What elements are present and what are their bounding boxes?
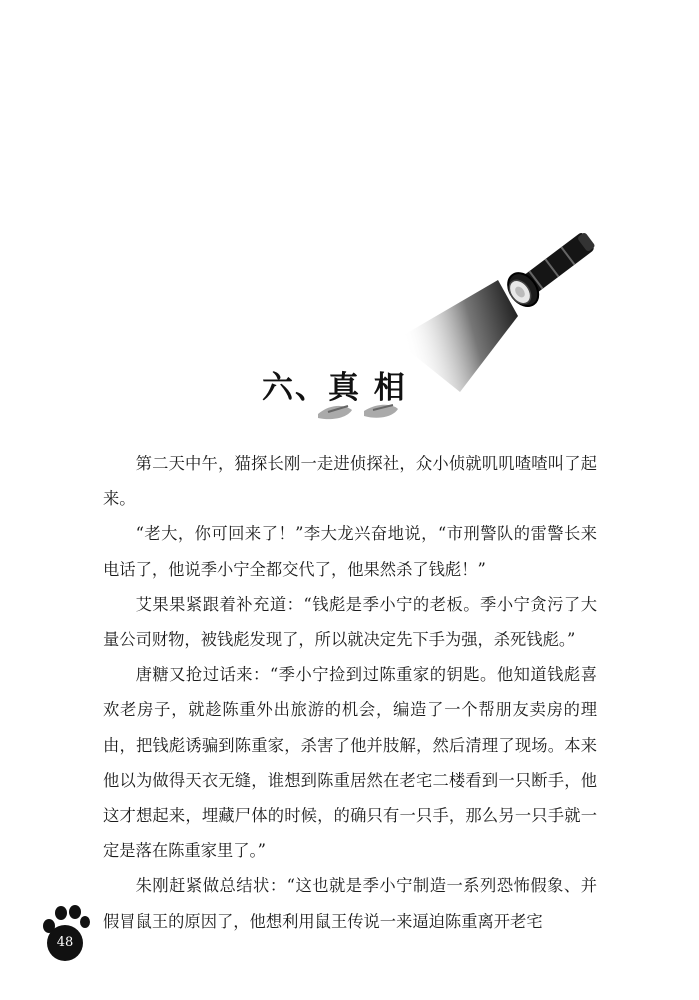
light-beam	[395, 280, 518, 392]
paragraph: “老大，你可回来了！”李大龙兴奋地说，“市刑警队的雷警长来电话了，他说季小宁全都交代了，他果然杀了钱彪！”	[103, 524, 597, 579]
paragraph: 唐糖又抢过话来：“季小宁捡到过陈重家的钥匙。他知道钱彪喜欢老房子，就趁陈重外出旅游的机会，编造了一个帮朋友卖房的理由，把钱彪诱骗到陈重家，杀害了他并肢解，然后清理了现场。本来他以为做得天衣无缝，谁想到陈重居然在老宅二楼看到一只断手，他这才想起来，埋藏尸体的时候，的确只有一只手，那么另一只手就一定是落在陈重家里了。”	[103, 665, 597, 861]
flashlight-icon	[502, 225, 601, 312]
paragraph: 第二天中午，猫探长刚一走进侦探社，众小侦就叽叽喳喳叫了起来。	[103, 454, 597, 509]
paragraph: 艾果果紧跟着补充道：“钱彪是季小宁的老板。季小宁贪污了大量公司财物，被钱彪发现了，所以就决定先下手为强，杀死钱彪。”	[103, 594, 597, 650]
chapter-title: 六、真 相	[262, 370, 407, 406]
paragraph: 朱刚赶紧做总结状：“这也就是季小宁制造一系列恐怖假象、并假冒鼠王的原因了，他想利用鼠王传说一来逼迫陈重离开老宅	[103, 876, 597, 931]
body-text	[103, 446, 597, 939]
page-number: 48	[56, 935, 74, 950]
